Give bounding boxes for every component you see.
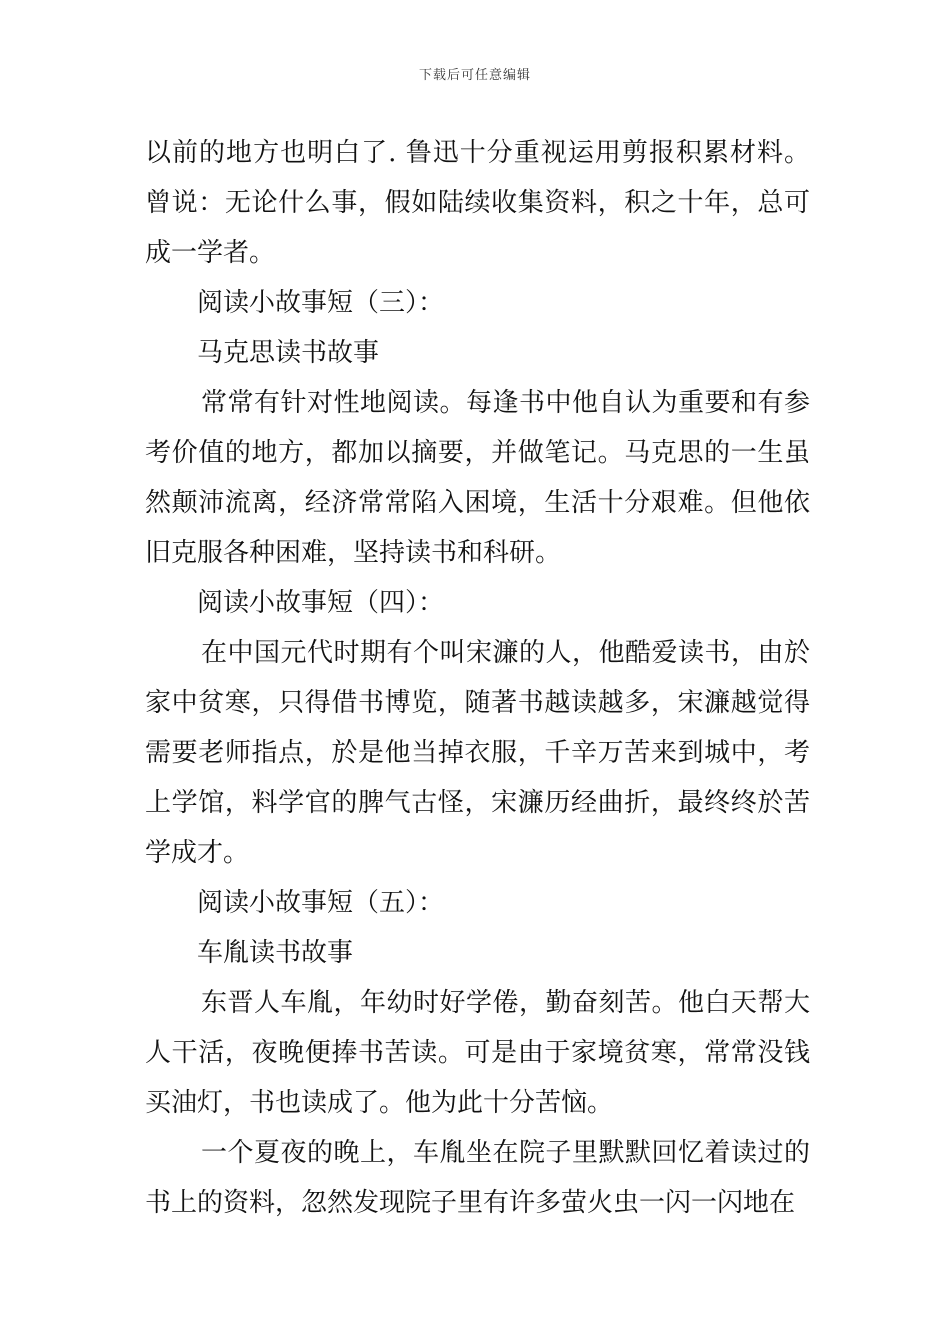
story-title-che-yin: 车胤读书故事	[197, 938, 354, 968]
paragraph-marx: 常常有针对性地阅读。每逢书中他自认为重要和有参考价值的地方，都加以摘要，并做笔记。马克思的一生虽然颠沛流离，经济常常陷入困境，生活十分艰难。但他依旧克服各种困难，坚持读书和科研。	[145, 388, 810, 568]
section-heading-four: 阅读小故事短（四）：	[197, 588, 445, 618]
paragraph-che-yin-1: 东晋人车胤，年幼时好学倦，勤奋刻苦。他白天帮大人干活，夜晚便捧书苦读。可是由于家境贫寒，常常没钱买油灯，书也读成了。他为此十分苦恼。	[145, 988, 810, 1118]
story-title-marx: 马克思读书故事	[197, 338, 380, 368]
section-heading-five: 阅读小故事短（五）：	[197, 888, 445, 918]
paragraph-che-yin-2: 一个夏夜的晚上，车胤坐在院子里默默回忆着读过的书上的资料，忽然发现院子里有许多萤火虫一闪一闪地在	[145, 1138, 810, 1218]
page-header: 下载后可任意编辑	[418, 68, 531, 83]
paragraph-song-lian: 在中国元代时期有个叫宋濂的人，他酷爱读书，由於家中贫寒，只得借书博览，随著书越读越多，宋濂越觉得需要老师指点，於是他当掉衣服，千辛万苦来到城中，考上学馆，料学官的脾气古怪，宋濂历经曲折，最终终於苦学成才。	[145, 638, 810, 868]
paragraph-lu-xun-ending: 以前的地方也明白了. 鲁迅十分重视运用剪报积累材料。曾说：无论什么事，假如陆续收集资料，积之十年，总可成一学者。	[145, 138, 810, 268]
document-body	[145, 128, 810, 1228]
section-heading-three: 阅读小故事短（三）：	[197, 288, 445, 318]
